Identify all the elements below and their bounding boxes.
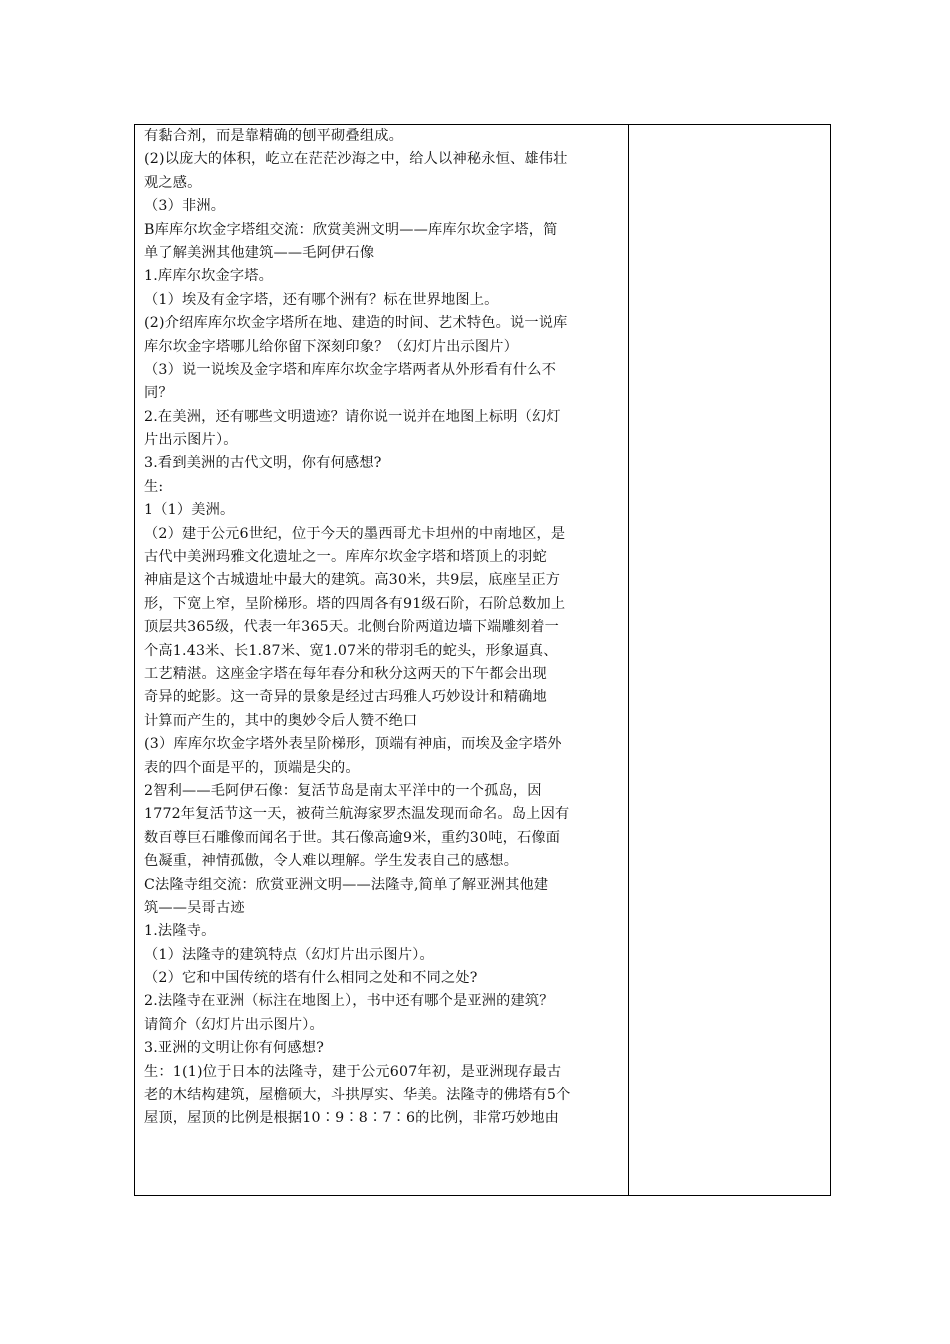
- text-line: C法隆寺组交流：欣赏亚洲文明——法隆寺,简单了解亚洲其他建: [144, 876, 549, 893]
- text-line: (3）库库尔坎金字塔外表呈阶梯形，顶端有神庙，而埃及金字塔外: [144, 736, 562, 753]
- text-line: 3.亚洲的文明让你有何感想?: [144, 1040, 325, 1057]
- text-line: 表的四个面是平的，顶端是尖的。: [144, 759, 360, 776]
- text-line: 1.法隆寺。: [144, 923, 216, 940]
- text-line: 奇异的蛇影。这一奇异的景象是经过古玛雅人巧妙设计和精确地: [144, 689, 547, 706]
- text-line: 工艺精湛。这座金字塔在每年春分和秋分这两天的下午都会出现: [144, 665, 547, 682]
- text-line: 请简介（幻灯片出示图片）。: [144, 1016, 324, 1033]
- text-line: 古代中美洲玛雅文化遗址之一。库库尔坎金字塔和塔顶上的羽蛇: [144, 549, 547, 566]
- text-line: 单了解美洲其他建筑——毛阿伊石像: [144, 244, 375, 261]
- text-line: 1（1）美洲。: [144, 502, 235, 519]
- text-line: 色凝重，神情孤傲，令人难以理解。学生发表自己的感想。: [144, 853, 519, 870]
- text-line: 同？: [144, 385, 173, 402]
- text-line: 顶层共365级，代表一年365天。北侧台阶两道边墙下端雕刻着一: [144, 619, 560, 636]
- content-column: [135, 125, 629, 1195]
- text-line: 库尔坎金字塔哪儿给你留下深刻印象？（幻灯片出示图片）: [144, 338, 519, 355]
- text-line: 3.看到美洲的古代文明，你有何感想?: [144, 455, 382, 472]
- text-line: 形，下宽上窄，呈阶梯形。塔的四周各有91级石阶，石阶总数加上: [144, 595, 566, 612]
- text-line: （2）它和中国传统的塔有什么相同之处和不同之处?: [144, 970, 478, 987]
- text-line: 生：1(1)位于日本的法隆寺，建于公元607年初，是亚洲现存最古: [144, 1063, 562, 1080]
- text-line: （2）建于公元6世纪，位于今天的墨西哥尤卡坦州的中南地区，是: [144, 525, 566, 542]
- text-line: 1.库库尔坎金字塔。: [144, 268, 274, 285]
- text-line: 神庙是这个古城遗址中最大的建筑。高30米，共9层，底座呈正方: [144, 572, 561, 589]
- text-line: （3）说一说埃及金字塔和库库尔坎金字塔两者从外形看有什么不: [144, 361, 557, 378]
- text-line: 筑——吴哥古迹: [144, 899, 245, 916]
- text-line: 2智利——毛阿伊石像：复活节岛是南太平洋中的一个孤岛，因: [144, 782, 542, 799]
- lesson-table: [134, 124, 831, 1196]
- text-line: 计算而产生的，其中的奥妙令后人赞不绝口: [144, 712, 418, 729]
- text-line: 片出示图片）。: [144, 432, 238, 449]
- text-line: 2.在美洲，还有哪些文明遗迹？请你说一说并在地图上标明（幻灯: [144, 408, 561, 425]
- text-line: （1）法隆寺的建筑特点（幻灯片出示图片）。: [144, 946, 434, 963]
- text-line: (2)介绍库库尔坎金字塔所在地、建造的时间、艺术特色。说一说库: [144, 315, 568, 332]
- text-line: B库库尔坎金字塔组交流：欣赏美洲文明——库库尔坎金字塔，简: [144, 221, 558, 238]
- text-line: 1772年复活节这一天，被荷兰航海家罗杰温发现而命名。岛上因有: [144, 806, 570, 823]
- text-line: 个高1.43米、长1.87米、宽1.07米的带羽毛的蛇头，形象逼真、: [144, 642, 558, 659]
- text-line: 屋顶，屋顶的比例是根据10∶9∶8∶7∶6的比例，非常巧妙地由: [144, 1110, 560, 1127]
- text-line: 生:: [144, 478, 164, 495]
- text-line: （1）埃及有金字塔，还有哪个洲有？标在世界地图上。: [144, 291, 499, 308]
- text-line: 老的木结构建筑，屋檐硕大，斗拱厚实、华美。法隆寺的佛塔有5个: [144, 1087, 571, 1104]
- text-line: 有黏合剂，而是靠精确的刨平砌叠组成。: [144, 128, 403, 144]
- notes-column: [629, 125, 830, 1195]
- text-line: （3）非洲。: [144, 198, 226, 215]
- text-line: 2.法隆寺在亚洲（标注在地图上），书中还有哪个是亚洲的建筑？: [144, 993, 554, 1010]
- text-line: (2)以庞大的体积，屹立在茫茫沙海之中，给人以神秘永恒、雄伟壮: [144, 151, 568, 168]
- text-line: 数百尊巨石雕像而闻名于世。其石像高逾9米，重约30吨，石像面: [144, 829, 561, 846]
- text-line: 观之感。: [144, 174, 202, 191]
